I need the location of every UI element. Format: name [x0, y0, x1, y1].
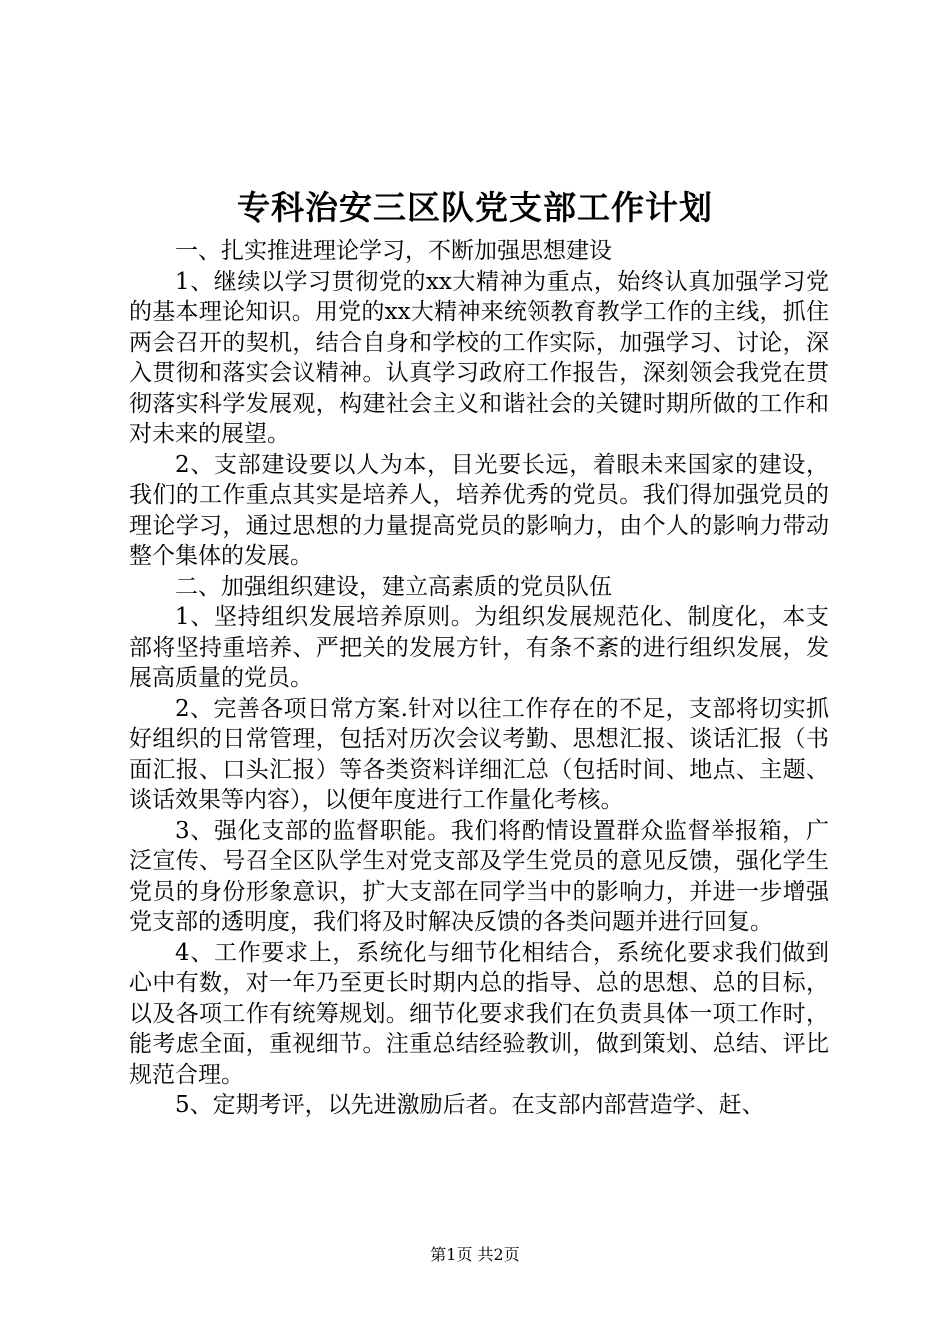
- document-body: [129, 236, 829, 1121]
- paragraph: 5、定期考评，以先进激励后者。在支部内部营造学、赶、: [175, 1092, 765, 1118]
- section-heading-1: 一、扎实推进理论学习，不断加强思想建设: [175, 238, 612, 264]
- paragraph: 4、工作要求上，系统化与细节化相结合，系统化要求我们做到心中有数，对一年乃至更长时期内总的指导、总的思想、总的目标，以及各项工作有统筹规划。细节化要求我们在负责具体一项工作时，能考虑全面，重视细节。注重总结经验教训，做到策划、总结、评比规范合理。: [129, 939, 829, 1088]
- document-title: 专科治安三区队党支部工作计划: [237, 188, 713, 227]
- paragraph: 3、强化支部的监督职能。我们将酌情设置群众监督举报箱，广泛宣传、号召全区队学生对党支部及学生党员的意见反馈，强化学生党员的身份形象意识，扩大支部在同学当中的影响力，并进一步增强党支部的透明度，我们将及时解决反馈的各类问题并进行回复。: [129, 817, 829, 935]
- paragraph: 1、继续以学习贯彻党的xx大精神为重点，始终认真加强学习党的基本理论知识。用党的xx大精神来统领教育教学工作的主线，抓住两会召开的契机，结合自身和学校的工作实际，加强学习、讨论，深入贯彻和落实会议精神。认真学习政府工作报告，深刻领会我党在贯彻落实科学发展观，构建社会主义和谐社会的关键时期所做的工作和对未来的展望。: [129, 268, 829, 447]
- paragraph: 1、坚持组织发展培养原则。为组织发展规范化、制度化，本支部将坚持重培养、严把关的发展方针，有条不紊的进行组织发展，发展高质量的党员。: [129, 604, 829, 691]
- paragraph: 2、完善各项日常方案.针对以往工作存在的不足，支部将切实抓好组织的日常管理，包括对历次会议考勤、思想汇报、谈话汇报（书面汇报、口头汇报）等各类资料详细汇总（包括时间、地点、主题、谈话效果等内容），以便年度进行工作量化考核。: [129, 695, 829, 813]
- paragraph: 2、支部建设要以人为本，目光要长远，着眼未来国家的建设，我们的工作重点其实是培养人，培养优秀的党员。我们得加强党员的理论学习，通过思想的力量提高党员的影响力，由个人的影响力带动整个集体的发展。: [129, 451, 829, 569]
- section-heading-2: 二、加强组织建设，建立高素质的党员队伍: [175, 573, 612, 600]
- page-footer: 第1页 共2页: [430, 1245, 520, 1264]
